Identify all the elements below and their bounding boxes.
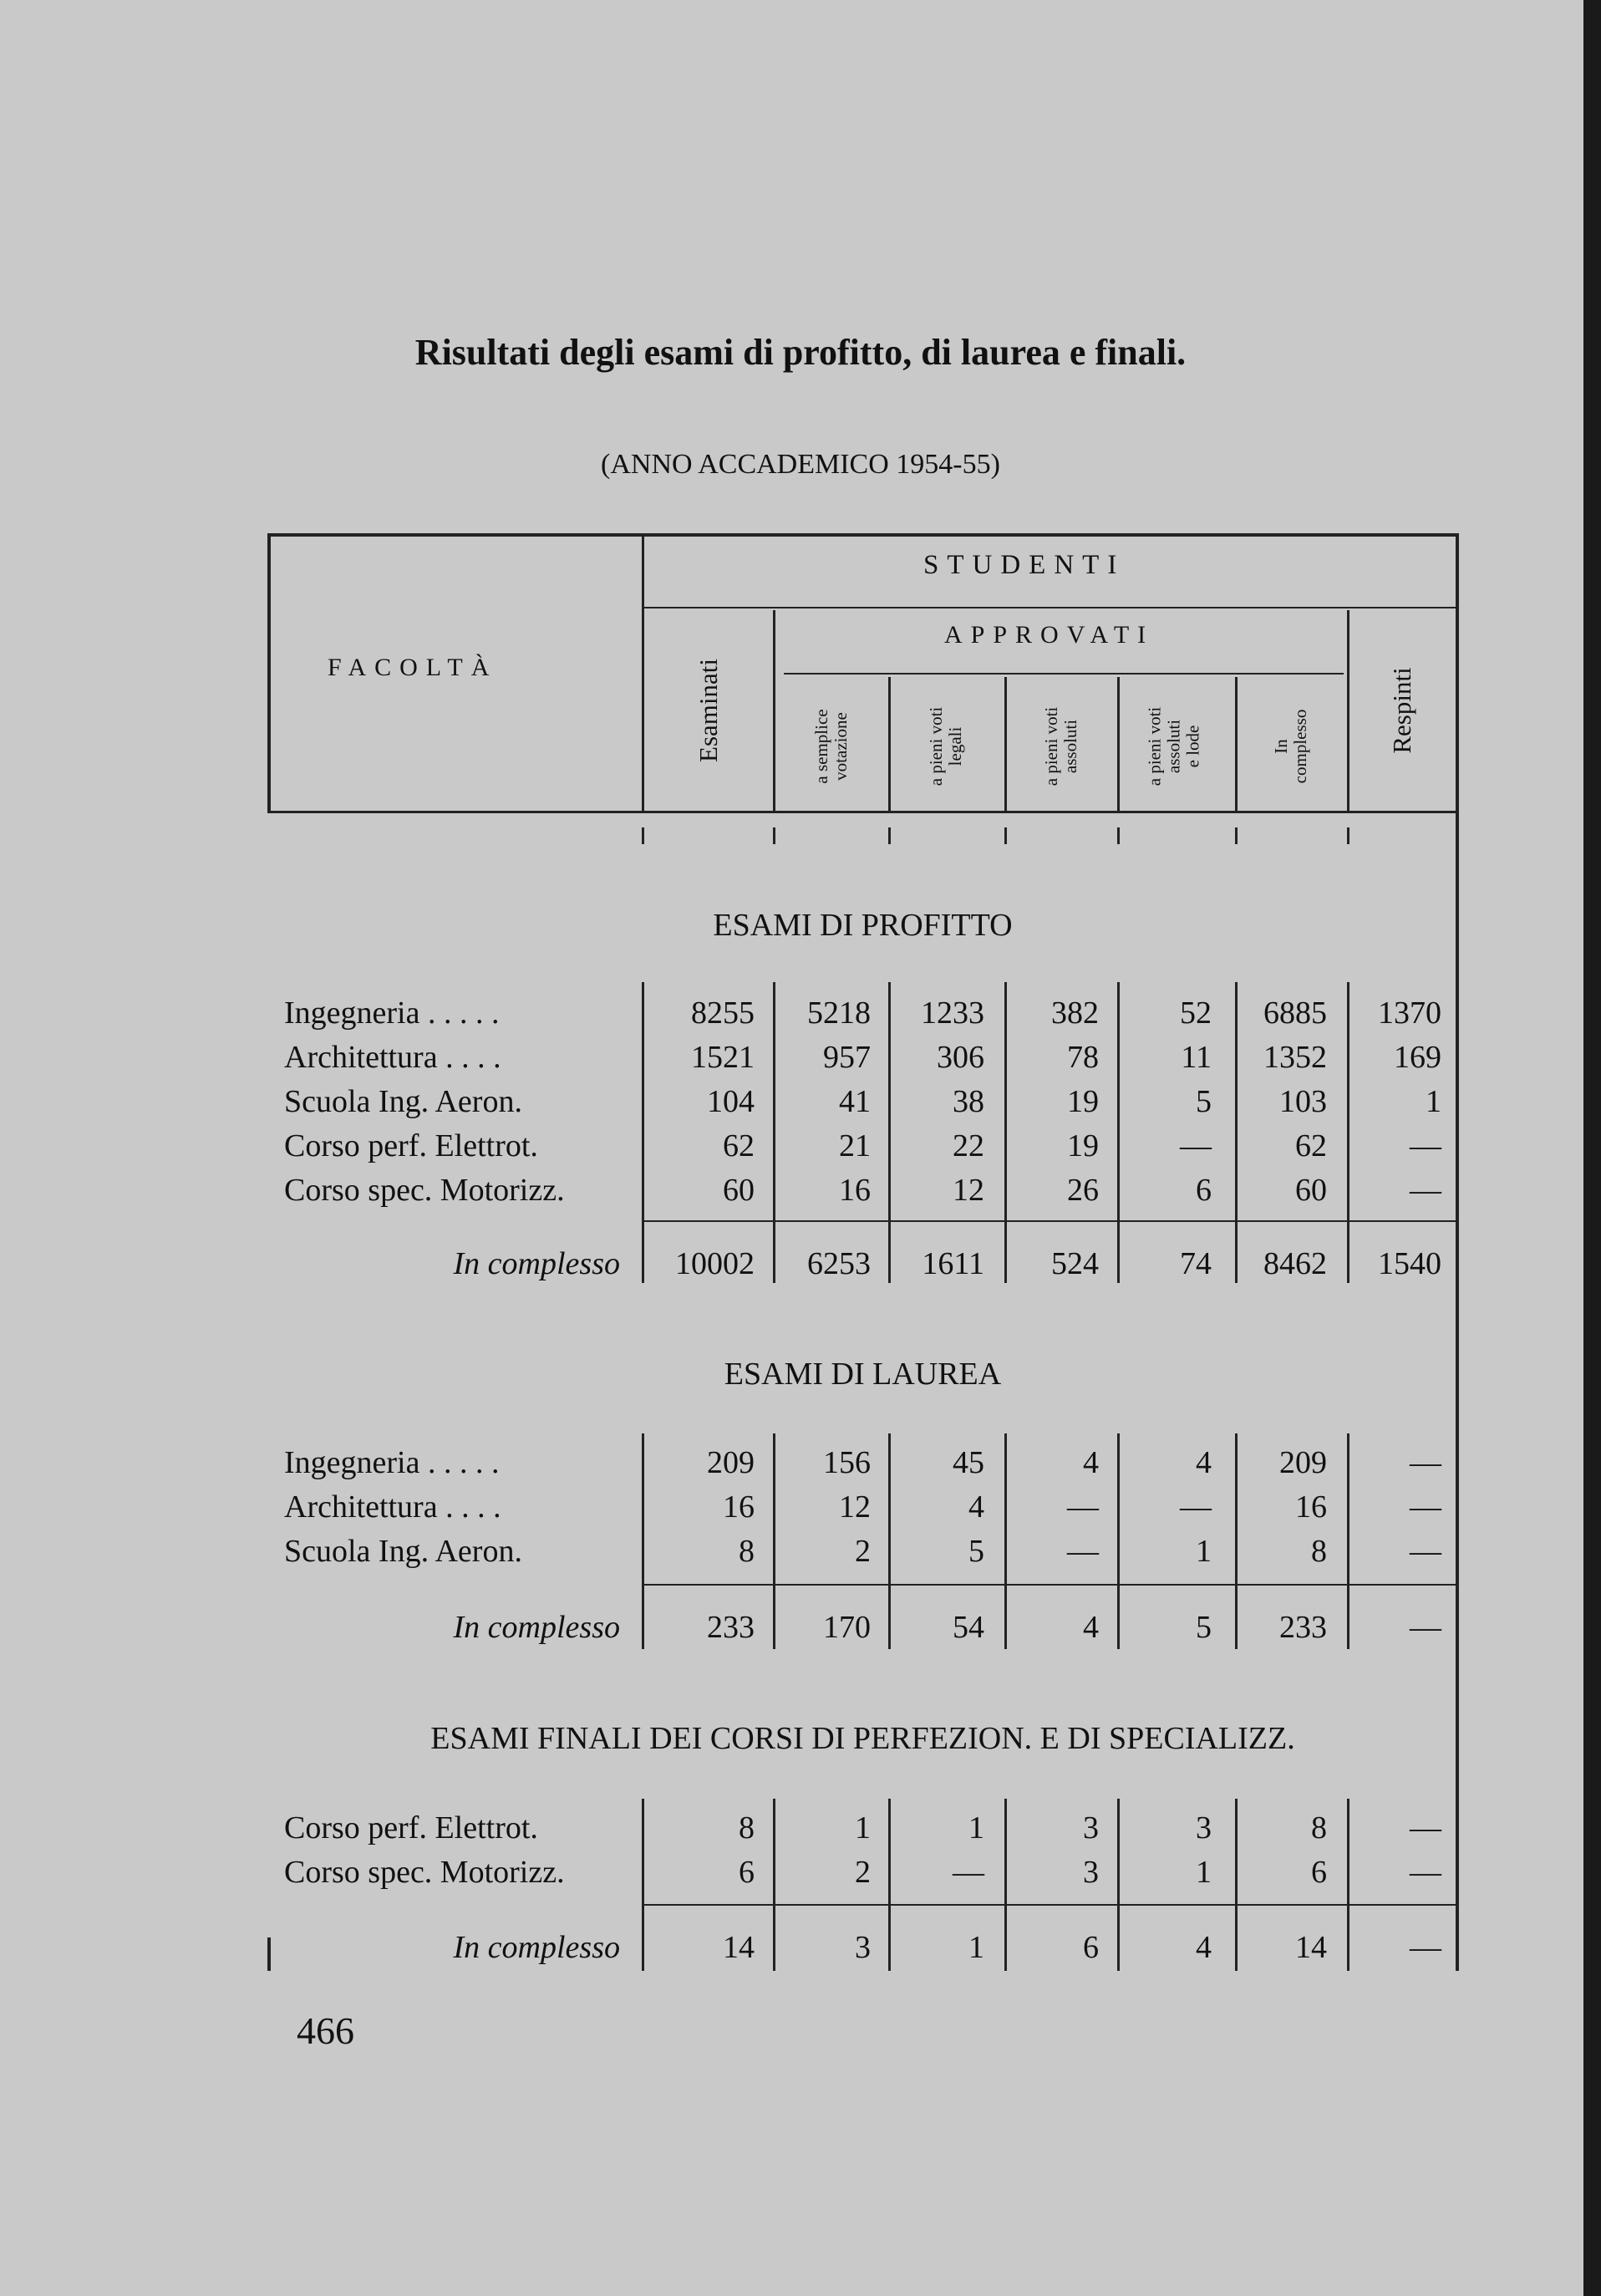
cell-value: 12 xyxy=(953,1173,984,1208)
cell-value: 60 xyxy=(723,1173,755,1208)
cell-value: — xyxy=(953,1855,984,1890)
cell-value: 1521 xyxy=(691,1040,755,1075)
cell-value: 8 xyxy=(1311,1534,1327,1569)
header-line: In xyxy=(1270,739,1291,754)
cell-value: 4 xyxy=(968,1489,984,1525)
total-value: 233 xyxy=(707,1610,755,1645)
cell-value: 4 xyxy=(1083,1445,1099,1480)
cell-value: 3 xyxy=(1196,1810,1212,1845)
cell-value: 2 xyxy=(855,1534,871,1569)
col-divider xyxy=(1235,677,1238,813)
tick-mark xyxy=(1347,827,1349,844)
cell-value: 12 xyxy=(839,1489,871,1525)
semplice-header xyxy=(812,709,851,783)
cell-value: 52 xyxy=(1180,995,1212,1031)
cell-value: 3 xyxy=(1083,1810,1099,1845)
total-value: 1611 xyxy=(922,1246,984,1281)
col-divider xyxy=(642,982,644,1283)
cell-value: 62 xyxy=(1295,1128,1327,1163)
cell-value: 38 xyxy=(953,1084,984,1119)
header-line: a pieni voti xyxy=(925,706,946,787)
assoluti-header xyxy=(1042,707,1080,786)
cell-value: 26 xyxy=(1067,1173,1099,1208)
total-value: 1540 xyxy=(1378,1246,1441,1281)
cell-value: 1 xyxy=(968,1810,984,1845)
section-title: ESAMI DI LAUREA xyxy=(724,1357,1002,1392)
facolta-header: FACOLTÀ xyxy=(328,654,498,681)
esaminati-header: Esaminati xyxy=(693,659,723,762)
header-line: assoluti xyxy=(1163,719,1184,774)
tick-mark xyxy=(1004,827,1007,844)
tick-mark xyxy=(642,827,644,844)
cell-value: 104 xyxy=(707,1084,755,1119)
cell-value: 22 xyxy=(953,1128,984,1163)
total-value: 170 xyxy=(823,1610,871,1645)
row-label: Architettura . . . . xyxy=(284,1489,501,1525)
total-value: 74 xyxy=(1180,1246,1212,1281)
studenti-header: STUDENTI xyxy=(923,550,1126,580)
tick-mark xyxy=(1117,827,1120,844)
approvati-rule xyxy=(784,673,1344,675)
header-line: assoluti xyxy=(1060,719,1080,774)
row-label: Scuola Ing. Aeron. xyxy=(284,1084,522,1119)
total-value: 10002 xyxy=(675,1246,755,1281)
scan-edge xyxy=(1583,0,1601,2296)
total-rule xyxy=(642,1904,1457,1906)
col-divider xyxy=(1347,610,1349,813)
tick-mark xyxy=(1235,827,1238,844)
cell-value: 1370 xyxy=(1378,995,1441,1031)
cell-value: 16 xyxy=(1295,1489,1327,1525)
total-value: 6253 xyxy=(807,1246,871,1281)
cell-value: — xyxy=(1067,1534,1099,1569)
section-title: ESAMI FINALI DEI CORSI DI PERFEZION. E DI SPECIALIZZ. xyxy=(430,1721,1295,1756)
cell-value: 60 xyxy=(1295,1173,1327,1208)
total-label: In complesso xyxy=(453,1610,620,1645)
cell-value: 8 xyxy=(739,1810,755,1845)
table-left-rule-bottom xyxy=(267,1937,271,1971)
header-line: votazione xyxy=(831,712,851,781)
tick-mark xyxy=(773,827,775,844)
cell-value: 16 xyxy=(839,1173,871,1208)
page-number: 466 xyxy=(297,2009,354,2052)
cell-value: 1 xyxy=(1426,1084,1441,1119)
cell-value: — xyxy=(1410,1128,1441,1163)
col-divider xyxy=(1117,677,1120,813)
total-rule xyxy=(642,1584,1457,1586)
row-label: Corso spec. Motorizz. xyxy=(284,1855,565,1890)
total-value: 233 xyxy=(1279,1610,1327,1645)
total-rule xyxy=(642,1220,1457,1222)
total-value: 5 xyxy=(1196,1610,1212,1645)
header-line: a pieni voti xyxy=(1040,706,1061,787)
cell-value: 41 xyxy=(839,1084,871,1119)
total-value: 14 xyxy=(1295,1930,1327,1965)
cell-value: 957 xyxy=(823,1040,871,1075)
cell-value: 156 xyxy=(823,1445,871,1480)
table-left-rule-header xyxy=(267,533,271,813)
cell-value: 1 xyxy=(1196,1855,1212,1890)
cell-value: 3 xyxy=(1083,1855,1099,1890)
header-line: complesso xyxy=(1290,709,1310,784)
cell-value: — xyxy=(1410,1810,1441,1845)
col-divider xyxy=(888,677,891,813)
cell-value: — xyxy=(1410,1173,1441,1208)
total-label: In complesso xyxy=(453,1246,620,1281)
cell-value: — xyxy=(1410,1534,1441,1569)
row-label: Scuola Ing. Aeron. xyxy=(284,1534,522,1569)
total-value: — xyxy=(1410,1930,1441,1965)
header-line: legali xyxy=(945,726,965,766)
cell-value: 21 xyxy=(839,1128,871,1163)
header-bottom-rule xyxy=(267,811,1458,813)
total-value: 4 xyxy=(1083,1610,1099,1645)
cell-value: 6 xyxy=(1196,1173,1212,1208)
row-label: Ingegneria . . . . . xyxy=(284,995,500,1031)
cell-value: 1233 xyxy=(921,995,984,1031)
col-divider xyxy=(642,1433,644,1649)
cell-value: 16 xyxy=(723,1489,755,1525)
cell-value: — xyxy=(1180,1489,1212,1525)
row-label: Corso perf. Elettrot. xyxy=(284,1128,538,1163)
cell-value: — xyxy=(1410,1445,1441,1480)
cell-value: 1352 xyxy=(1263,1040,1327,1075)
cell-value: 6885 xyxy=(1263,995,1327,1031)
cell-value: 5 xyxy=(1196,1084,1212,1119)
cell-value: 4 xyxy=(1196,1445,1212,1480)
col-divider xyxy=(773,610,775,813)
cell-value: 45 xyxy=(953,1445,984,1480)
cell-value: 8 xyxy=(739,1534,755,1569)
cell-value: 103 xyxy=(1279,1084,1327,1119)
cell-value: — xyxy=(1180,1128,1212,1163)
cell-value: 5 xyxy=(968,1534,984,1569)
row-label: Corso spec. Motorizz. xyxy=(284,1173,565,1208)
cell-value: 169 xyxy=(1394,1040,1441,1075)
lode-header xyxy=(1145,707,1202,786)
cell-value: — xyxy=(1410,1855,1441,1890)
cell-value: 78 xyxy=(1067,1040,1099,1075)
cell-value: 6 xyxy=(739,1855,755,1890)
cell-value: 5218 xyxy=(807,995,871,1031)
legali-header xyxy=(927,707,965,786)
studenti-rule xyxy=(642,607,1457,608)
header-line: a semplice xyxy=(811,709,831,784)
page-subtitle: (ANNO ACCADEMICO 1954-55) xyxy=(601,449,1000,480)
cell-value: 8255 xyxy=(691,995,755,1031)
col-divider xyxy=(642,535,644,813)
cell-value: 6 xyxy=(1311,1855,1327,1890)
row-label: Architettura . . . . xyxy=(284,1040,501,1075)
col-divider xyxy=(1004,677,1007,813)
cell-value: 382 xyxy=(1051,995,1099,1031)
total-value: 6 xyxy=(1083,1930,1099,1965)
header-line: e lode xyxy=(1182,725,1203,768)
col-divider xyxy=(642,1799,644,1971)
total-value: 8462 xyxy=(1263,1246,1327,1281)
table-top-rule xyxy=(267,533,1458,537)
complesso-header xyxy=(1272,710,1310,784)
page-title: Risultati degli esami di profitto, di laurea e finali. xyxy=(414,332,1187,373)
total-value: 14 xyxy=(723,1930,755,1965)
cell-value: 209 xyxy=(707,1445,755,1480)
total-value: 1 xyxy=(968,1930,984,1965)
total-label: In complesso xyxy=(453,1930,620,1965)
cell-value: 2 xyxy=(855,1855,871,1890)
total-value: — xyxy=(1410,1610,1441,1645)
cell-value: 19 xyxy=(1067,1084,1099,1119)
total-value: 4 xyxy=(1196,1930,1212,1965)
respinti-header: Respinti xyxy=(1386,667,1416,754)
cell-value: 306 xyxy=(937,1040,984,1075)
total-value: 54 xyxy=(953,1610,984,1645)
cell-value: 19 xyxy=(1067,1128,1099,1163)
tick-mark xyxy=(888,827,891,844)
cell-value: 62 xyxy=(723,1128,755,1163)
total-value: 524 xyxy=(1051,1246,1099,1281)
header-line: a pieni voti xyxy=(1144,706,1165,787)
cell-value: 1 xyxy=(855,1810,871,1845)
total-value: 3 xyxy=(855,1930,871,1965)
section-title: ESAMI DI PROFITTO xyxy=(713,908,1013,943)
cell-value: 209 xyxy=(1279,1445,1327,1480)
row-label: Ingegneria . . . . . xyxy=(284,1445,500,1480)
row-label: Corso perf. Elettrot. xyxy=(284,1810,538,1845)
cell-value: 11 xyxy=(1181,1040,1212,1075)
cell-value: 8 xyxy=(1311,1810,1327,1845)
approvati-header: APPROVATI xyxy=(944,621,1155,649)
cell-value: — xyxy=(1067,1489,1099,1525)
cell-value: — xyxy=(1410,1489,1441,1525)
cell-value: 1 xyxy=(1196,1534,1212,1569)
